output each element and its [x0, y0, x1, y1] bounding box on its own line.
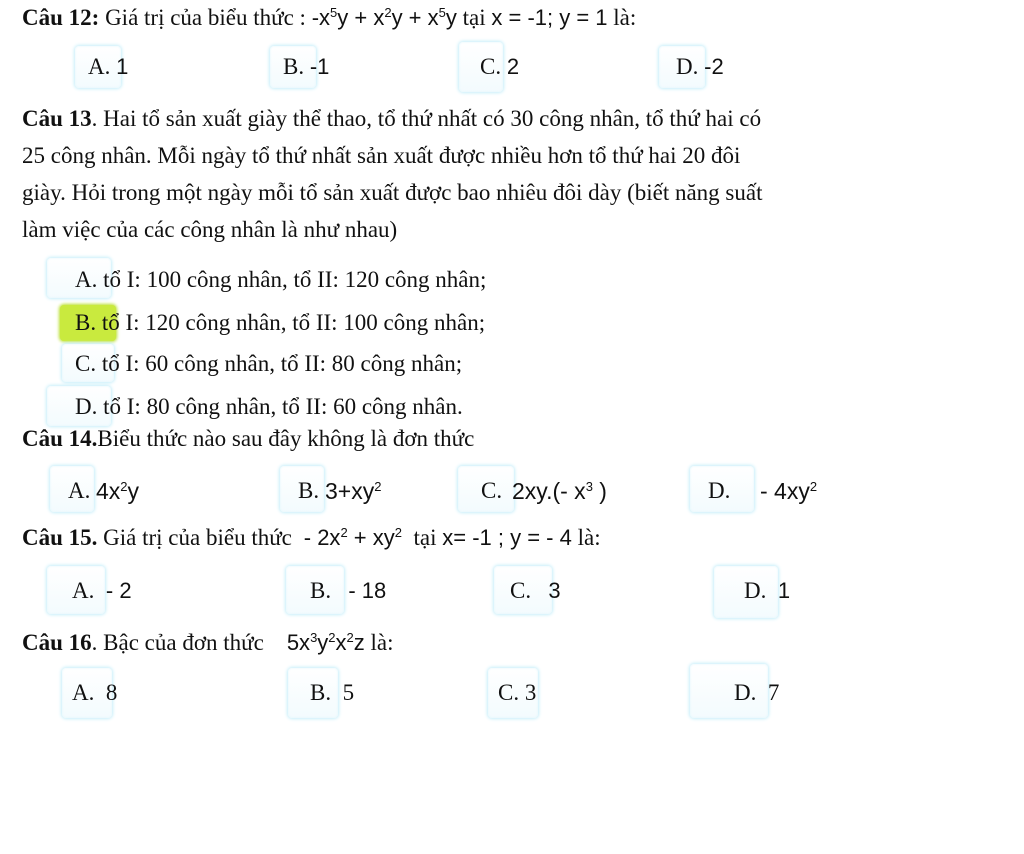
q13-question	[22, 100, 997, 248]
option-value: 5	[342, 680, 355, 705]
option-label: D.	[744, 578, 767, 603]
q14-option-a-expression[interactable]: $4x^2y$	[96, 478, 140, 504]
q12-option-b[interactable]	[283, 52, 329, 82]
option-label: C.	[498, 680, 520, 705]
q13-line-4: làm việc của các công nhân là như nhau)	[22, 217, 398, 242]
option-label: D.	[75, 394, 98, 419]
q16-option-b[interactable]	[310, 678, 354, 708]
q12-number: Câu 12:	[22, 5, 100, 30]
q13-line-3: giày. Hỏi trong một ngày mỗi tổ sản xuất được bao nhiêu đôi dày (biết năng suất	[22, 180, 763, 205]
option-value: - 18	[348, 578, 387, 603]
q15-tail-2: là:	[577, 525, 601, 550]
q15-question	[22, 523, 1024, 553]
q13-option-a[interactable]	[75, 265, 486, 295]
q13-line-2: 25 công nhân. Mỗi ngày tổ thứ nhất sản xuất được nhiều hơn tổ thứ hai 20 đôi	[22, 143, 741, 168]
q16-text: . Bậc của đơn thức	[91, 630, 264, 655]
option-label: D.	[676, 54, 699, 79]
q14-option-d-label[interactable]: D.	[708, 478, 731, 503]
option-label: B.	[310, 578, 332, 603]
q16-option-d[interactable]	[734, 678, 779, 708]
q13-line-1	[22, 100, 997, 137]
q12-tail-2: là:	[613, 5, 637, 30]
option-value: 3	[524, 680, 537, 705]
q15-expression: - $2x^2 + xy^2$	[297, 525, 402, 550]
option-label: B.	[310, 680, 332, 705]
q12-option-c[interactable]	[480, 52, 519, 82]
q16-expression: $5x^3y^2x^2z$	[286, 630, 365, 655]
q15-text: Giá trị của biểu thức	[103, 525, 292, 550]
q15-option-b[interactable]	[310, 576, 386, 606]
q13-option-c[interactable]	[75, 349, 462, 379]
q15-option-a[interactable]	[72, 576, 132, 606]
option-label: A.	[72, 578, 95, 603]
q14-option-c-expression[interactable]: 2xy.(- $x^3$ )	[512, 478, 607, 504]
option-label: B.	[75, 310, 97, 335]
q16-option-c[interactable]	[498, 678, 536, 708]
q14-number: Câu 14.	[22, 426, 98, 451]
q16-tail: là:	[370, 630, 394, 655]
q12-question	[22, 3, 1024, 33]
option-value: 1	[116, 54, 129, 79]
option-value: 7	[767, 680, 780, 705]
option-label: A.	[72, 680, 95, 705]
option-value: -1	[309, 54, 330, 79]
q15-option-c[interactable]	[510, 576, 561, 606]
q14-option-a-label[interactable]: A.	[68, 478, 91, 503]
option-label: B.	[283, 54, 305, 79]
q15-tail-1: tại	[413, 525, 437, 550]
option-value: -2	[704, 54, 724, 79]
q14-option-c-label[interactable]: C.	[481, 478, 503, 503]
option-label: C.	[480, 54, 502, 79]
option-label: A.	[88, 54, 111, 79]
q16-number: Câu 16	[22, 630, 92, 655]
q12-option-a[interactable]	[88, 52, 128, 82]
q15-condition: x= -1 ; y = - 4	[442, 525, 572, 550]
q12-option-d[interactable]	[676, 52, 724, 82]
option-value: 1	[777, 578, 791, 603]
q13-option-d[interactable]	[75, 392, 463, 422]
option-label: C.	[75, 351, 97, 376]
option-value: 8	[105, 680, 118, 705]
option-value: 2	[506, 54, 520, 79]
option-value: tổ I: 120 công nhân, tổ II: 100 công nhân;	[101, 310, 486, 335]
q15-option-d[interactable]	[744, 576, 790, 606]
q13-option-b[interactable]	[75, 308, 485, 338]
option-value: tổ I: 100 công nhân, tổ II: 120 công nhân;	[103, 267, 487, 292]
q12-tail-1: tại	[462, 5, 486, 30]
q14-text: Biểu thức nào sau đây không là đơn thức	[97, 426, 475, 451]
q13-text-1: . Hai tổ sản xuất giày thể thao, tổ thứ nhất có 30 công nhân, tổ thứ hai có	[91, 106, 762, 131]
q13-number: Câu 13	[22, 106, 92, 131]
option-label: D.	[734, 680, 757, 705]
option-label: A.	[75, 267, 98, 292]
q14-option-b-label[interactable]: B.	[298, 478, 320, 503]
q14-option-d-expression[interactable]: - $4xy^2$	[760, 478, 818, 504]
q14-question	[22, 424, 1024, 454]
q16-option-a[interactable]	[72, 678, 117, 708]
q12-condition: x = -1; y = 1	[491, 5, 608, 30]
q12-expression: $-x^5y + x^2y + x^5y$	[311, 5, 457, 30]
option-value: - 2	[105, 578, 132, 603]
option-value: 3	[548, 578, 561, 603]
option-label: C.	[510, 578, 532, 603]
q14-option-b-expression[interactable]: $3+xy^2$	[325, 478, 382, 504]
q12-text: Giá trị của biểu thức :	[105, 5, 306, 30]
option-value: tổ I: 60 công nhân, tổ II: 80 công nhân;	[101, 351, 463, 376]
q16-question	[22, 628, 1024, 658]
q15-number: Câu 15.	[22, 525, 98, 550]
option-value: tổ I: 80 công nhân, tổ II: 60 công nhân.	[103, 394, 463, 419]
